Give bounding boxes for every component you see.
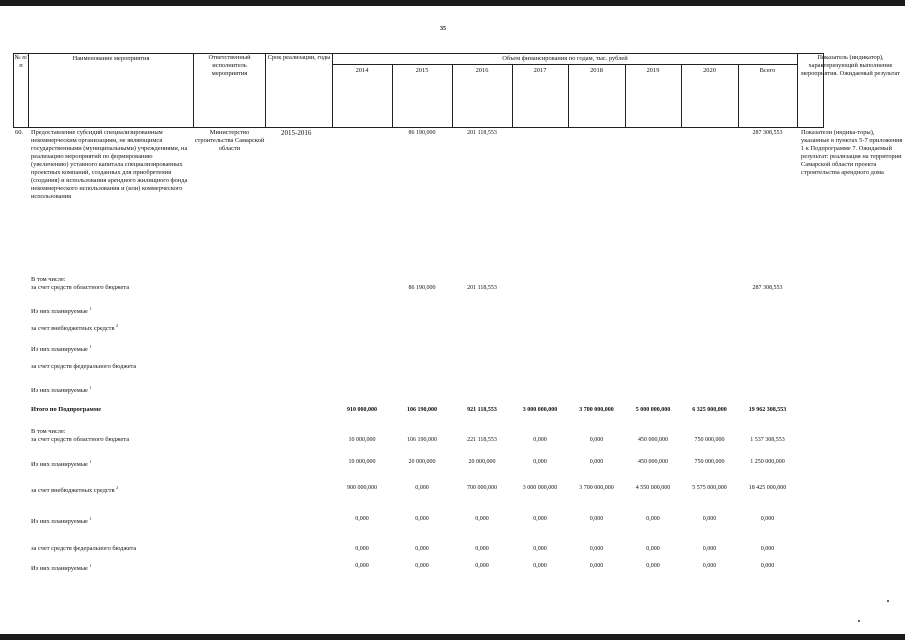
row-name: Предоставление субсидий специализированным некоммерческим организациям, не являющимся государственными (муниципальными) учреждениями, на реализацию мероприятий по формированию (увеличению) уставного капитала специализированных проектных компаний, созданных для приобретения (создания) и использования арендного жилищного фонда некоммерческого использования и (или) коммерческого использования: [31, 129, 188, 200]
top-scan-border: [0, 0, 905, 6]
value-cell: 0,000: [646, 563, 660, 569]
value-cell: 921 118,553: [467, 407, 497, 413]
value-cell: 0,000: [533, 437, 547, 443]
planned-label: Из них планируемые $^1$: [31, 516, 92, 526]
value-cell: 0,000: [589, 459, 604, 465]
header-year: 2019: [646, 67, 660, 74]
header-indicator: Показатель (индикатор), характеризующий выполнение мероприятия. Ожидаемый результат: [801, 54, 900, 77]
value-cell: 450 000,000: [638, 437, 668, 443]
value-cell: 0,000: [760, 546, 775, 552]
planned-label: Из них планируемые $^1$: [31, 459, 92, 469]
value-cell: 3 000 000,000: [522, 407, 558, 413]
value-cell: 0,000: [589, 563, 604, 569]
value-cell: 4 550 000,000: [635, 485, 671, 491]
value-cell: 0,000: [646, 516, 660, 522]
value-cell: 5 575 000,000: [692, 485, 727, 491]
federal-budget-label: за счет средств федерального бюджета: [31, 363, 137, 370]
col-border: [265, 53, 266, 128]
value-cell: 0,000: [475, 516, 489, 522]
value-cell: 287 308,553: [752, 130, 783, 136]
value-cell: 201 118,553: [467, 285, 497, 291]
value-cell: 750 000,000: [694, 459, 725, 465]
header-funding: Объем финансирования по годам, тыс. рублей: [502, 55, 628, 62]
value-cell: 3 700 000,000: [579, 485, 614, 491]
value-cell: 0,000: [415, 563, 429, 569]
value-cell: 106 190,000: [407, 437, 437, 443]
federal-budget-label: за счет средств федерального бюджета: [31, 545, 137, 552]
value-cell: 0,000: [355, 516, 369, 522]
value-cell: 0,000: [475, 546, 489, 552]
value-cell: 700 000,000: [467, 485, 497, 491]
including-label: В том числе:: [31, 276, 66, 283]
row-indicator: Показатели (индика-торы), указанные в пунктах 5-7 приложения 1 к Подпрограмме 7. Ожидаемый результат: реализация на территории Самарской области проекта строительства арендного дома: [801, 129, 903, 176]
value-cell: 910 000,000: [347, 407, 377, 413]
table-top-border: [13, 53, 824, 54]
value-cell: 20 000,000: [408, 459, 436, 465]
value-cell: 19 962 308,553: [748, 407, 787, 413]
header-bottom-border: [13, 127, 824, 128]
row-executor: Министерство строительства Самарской области: [194, 129, 265, 152]
value-cell: 0,000: [415, 546, 429, 552]
regional-budget-label: за счет средств областного бюджета: [31, 284, 130, 291]
value-cell: 106 190,000: [407, 407, 437, 413]
offbudget-label: за счет внебюджетных средств $^2$: [31, 485, 119, 495]
value-cell: 0,000: [533, 459, 547, 465]
value-cell: 0,000: [760, 516, 775, 522]
value-cell: 86 190,000: [408, 130, 436, 136]
planned-label: Из них планируемые $^1$: [31, 385, 92, 395]
page-number: 35: [440, 26, 446, 32]
including-label: В том числе:: [31, 428, 66, 435]
row-term: 2015-2016: [281, 129, 312, 137]
value-cell: 0,000: [760, 563, 775, 569]
header-year: 2020: [703, 67, 716, 74]
value-cell: 0,000: [533, 563, 547, 569]
col-border: [28, 53, 29, 128]
header-year: 2018: [590, 67, 603, 74]
header-term: Срок реализации, годы: [267, 54, 331, 61]
value-cell: 0,000: [533, 516, 547, 522]
header-year: 2016: [475, 67, 489, 74]
value-cell: 1 537 308,553: [750, 437, 785, 443]
planned-label: Из них планируемые $^1$: [31, 344, 92, 354]
years-header-divider: [332, 64, 797, 65]
value-cell: 221 118,553: [467, 437, 497, 443]
row-number: 60.: [15, 129, 23, 136]
header-year: 2017: [533, 67, 547, 74]
value-cell: 450 000,000: [638, 459, 668, 465]
scan-speck: [858, 620, 860, 622]
bottom-scan-border: [0, 634, 905, 640]
header-total: Всего: [759, 67, 776, 74]
value-cell: 10 000,000: [348, 437, 376, 443]
value-cell: 18 425 000,000: [748, 485, 787, 491]
value-cell: 0,000: [702, 563, 717, 569]
value-cell: 6 325 000,000: [692, 407, 727, 413]
value-cell: 0,000: [646, 546, 660, 552]
header-year: 2014: [355, 67, 369, 74]
value-cell: 900 000,000: [347, 485, 377, 491]
planned-label: Из них планируемые $^1$: [31, 563, 92, 573]
scan-speck: [887, 600, 889, 602]
value-cell: 0,000: [702, 516, 717, 522]
value-cell: 20 000,000: [468, 459, 496, 465]
col-border: [332, 53, 333, 128]
value-cell: 0,000: [355, 563, 369, 569]
value-cell: 0,000: [355, 546, 369, 552]
value-cell: 1 250 000,000: [750, 459, 785, 465]
value-cell: 0,000: [589, 546, 604, 552]
header-executor: Ответственный исполнитель мероприятия: [208, 54, 251, 77]
value-cell: 750 000,000: [694, 437, 725, 443]
value-cell: 0,000: [589, 437, 604, 443]
value-cell: 0,000: [702, 546, 717, 552]
offbudget-label: за счет внебюджетных средств $^2$: [31, 323, 119, 333]
value-cell: 0,000: [415, 485, 429, 491]
planned-label: Из них планируемые $^1$: [31, 306, 92, 316]
total-label: Итого по Подпрограмме: [31, 406, 102, 413]
header-year: 2015: [415, 67, 429, 74]
value-cell: 86 190,000: [408, 285, 436, 291]
value-cell: 10 000,000: [348, 459, 376, 465]
regional-budget-label: за счет средств областного бюджета: [31, 436, 130, 443]
value-cell: 5 000 000,000: [635, 407, 671, 413]
value-cell: 0,000: [415, 516, 429, 522]
header-name: Наименование мероприятия: [72, 55, 150, 62]
header-num: № п/п: [14, 54, 28, 69]
value-cell: 3 700 000,000: [579, 407, 614, 413]
value-cell: 0,000: [475, 563, 489, 569]
value-cell: 0,000: [589, 516, 604, 522]
value-cell: 3 000 000,000: [522, 485, 558, 491]
value-cell: 201 118,553: [467, 130, 497, 136]
value-cell: 0,000: [533, 546, 547, 552]
value-cell: 287 308,553: [752, 285, 783, 291]
